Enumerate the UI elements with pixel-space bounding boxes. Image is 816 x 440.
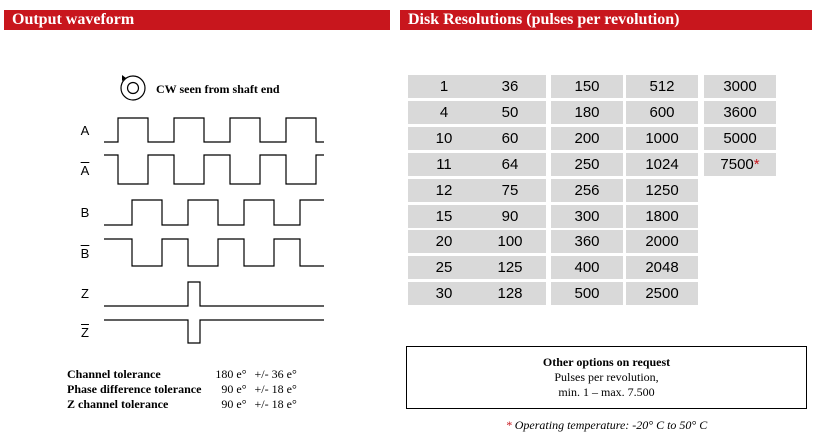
resolution-value: 300 xyxy=(574,207,600,225)
resolution-cell xyxy=(551,230,623,253)
waveform-b xyxy=(104,200,324,225)
tolerance-name: Channel tolerance xyxy=(67,367,161,381)
output-waveform-header: Output waveform xyxy=(4,10,390,30)
waveform-a-bar xyxy=(104,155,324,184)
other-options-line2: min. 1 – max. 7.500 xyxy=(558,385,655,399)
resolution-cell xyxy=(704,101,776,124)
resolution-cell xyxy=(408,256,480,279)
resolution-cell xyxy=(626,256,698,279)
resolution-value: 1024 xyxy=(645,155,679,173)
waveform-b-bar xyxy=(104,239,324,266)
tolerance-tol: +/- 18 e° xyxy=(254,397,297,411)
resolution-value: 256 xyxy=(574,181,600,199)
operating-temperature-text: Operating temperature: -20° C to 50° C xyxy=(511,418,708,432)
resolution-value: 128 xyxy=(497,285,523,303)
resolution-cell xyxy=(408,153,480,176)
resolution-cell xyxy=(626,179,698,202)
resolution-cell xyxy=(474,127,546,150)
resolution-value: 1800 xyxy=(645,207,679,225)
resolution-value: 1 xyxy=(439,78,449,95)
resolution-cell xyxy=(474,256,546,279)
disk-resolutions-header: Disk Resolutions (pulses per revolution) xyxy=(400,10,812,30)
resolution-value: 75 xyxy=(501,181,519,199)
resolution-cell xyxy=(408,230,480,253)
resolution-value: 25 xyxy=(435,259,453,277)
resolution-cell xyxy=(474,205,546,228)
resolution-cell xyxy=(626,230,698,253)
other-options-title: Other options on request xyxy=(542,355,671,369)
resolution-value: 250 xyxy=(574,155,600,173)
tolerance-row xyxy=(67,397,297,412)
signal-label-a: A xyxy=(80,123,90,138)
resolution-value: 500 xyxy=(574,285,600,303)
other-options-line1: Pulses per revolution, xyxy=(554,370,659,384)
resolution-cell xyxy=(408,127,480,150)
resolution-value: 3000 xyxy=(723,78,757,95)
resolution-value: 100 xyxy=(497,233,523,251)
resolution-value: 2048 xyxy=(645,259,679,277)
rotation-note: CW seen from shaft end xyxy=(156,82,280,96)
resolution-value: 600 xyxy=(649,103,675,121)
resolution-cell xyxy=(474,153,546,176)
resolution-value: 60 xyxy=(501,129,519,147)
resolution-value: 64 xyxy=(501,155,519,173)
signal-label-z: Z xyxy=(81,286,89,301)
resolution-cell xyxy=(551,153,623,176)
resolution-cell xyxy=(408,75,480,98)
resolution-value: 11 xyxy=(436,155,452,173)
resolution-value: 5000 xyxy=(723,129,757,147)
resolution-value: 2500 xyxy=(645,285,679,303)
resolution-value: 400 xyxy=(574,259,600,277)
resolution-value: 50 xyxy=(501,103,519,121)
resolution-cell xyxy=(408,101,480,124)
tolerance-value: 90 e° xyxy=(221,382,247,396)
resolution-value: 12 xyxy=(435,181,453,199)
resolution-cell xyxy=(704,127,776,150)
resolution-cell xyxy=(551,205,623,228)
resolution-value: 200 xyxy=(574,129,600,147)
resolution-cell xyxy=(626,101,698,124)
tolerance-name: Z channel tolerance xyxy=(67,397,169,411)
resolution-value: 180 xyxy=(574,103,600,121)
resolution-cell xyxy=(626,75,698,98)
tolerance-tol: +/- 36 e° xyxy=(254,367,297,381)
resolution-value: 512 xyxy=(649,78,675,95)
asterisk-mark: * xyxy=(753,155,760,173)
resolution-value: 90 xyxy=(501,207,519,225)
tolerance-row xyxy=(67,367,297,382)
tolerance-tol: +/- 18 e° xyxy=(254,382,297,396)
resolution-cell xyxy=(551,101,623,124)
waveform-a xyxy=(104,118,324,142)
resolution-cell xyxy=(704,75,776,98)
tolerance-value: 180 e° xyxy=(215,367,247,381)
waveform-z-bar xyxy=(104,320,324,343)
resolution-cell xyxy=(551,179,623,202)
resolution-value: 3600 xyxy=(723,103,757,121)
resolution-cell xyxy=(626,127,698,150)
resolution-cell xyxy=(626,205,698,228)
resolution-cell xyxy=(704,153,776,176)
resolution-value: 7500 xyxy=(720,155,754,173)
signal-label-a-bar: $\overline{A}$ xyxy=(80,163,90,178)
waveform-z xyxy=(104,282,324,306)
resolution-cell xyxy=(551,256,623,279)
resolution-value: 30 xyxy=(435,285,453,303)
resolution-value: 4 xyxy=(439,103,449,121)
resolution-cell xyxy=(474,75,546,98)
resolution-cell xyxy=(474,101,546,124)
resolution-value: 10 xyxy=(435,129,453,147)
resolution-value: 1000 xyxy=(645,129,679,147)
resolution-cell xyxy=(408,282,480,305)
resolution-cell xyxy=(474,282,546,305)
tolerance-name: Phase difference tolerance xyxy=(67,382,202,396)
signal-label-z-bar: $\overline{Z}$ xyxy=(81,325,89,340)
resolution-value: 20 xyxy=(435,233,453,251)
resolution-cell xyxy=(551,127,623,150)
resolution-value: 125 xyxy=(497,259,523,277)
resolution-value: 15 xyxy=(435,207,453,225)
asterisk-mark: * xyxy=(505,418,512,432)
resolution-cell xyxy=(474,179,546,202)
tolerance-value: 90 e° xyxy=(221,397,247,411)
signal-label-b: B xyxy=(80,205,90,220)
other-options-box xyxy=(406,346,807,409)
resolution-cell xyxy=(626,282,698,305)
resolution-cell xyxy=(408,205,480,228)
resolution-value: 2000 xyxy=(645,233,679,251)
resolution-cell xyxy=(408,179,480,202)
signal-label-b-bar: $\overline{B}$ xyxy=(80,246,90,261)
resolution-value: 36 xyxy=(501,78,519,95)
resolution-value: 1250 xyxy=(645,181,679,199)
tolerance-row xyxy=(67,382,297,397)
operating-temperature-note xyxy=(406,418,807,433)
resolution-cell xyxy=(551,75,623,98)
tolerance-table xyxy=(67,367,297,412)
resolution-cell xyxy=(551,282,623,305)
resolution-value: 360 xyxy=(574,233,600,251)
resolution-value: 150 xyxy=(574,78,600,95)
resolution-cell xyxy=(626,153,698,176)
resolution-cell xyxy=(474,230,546,253)
